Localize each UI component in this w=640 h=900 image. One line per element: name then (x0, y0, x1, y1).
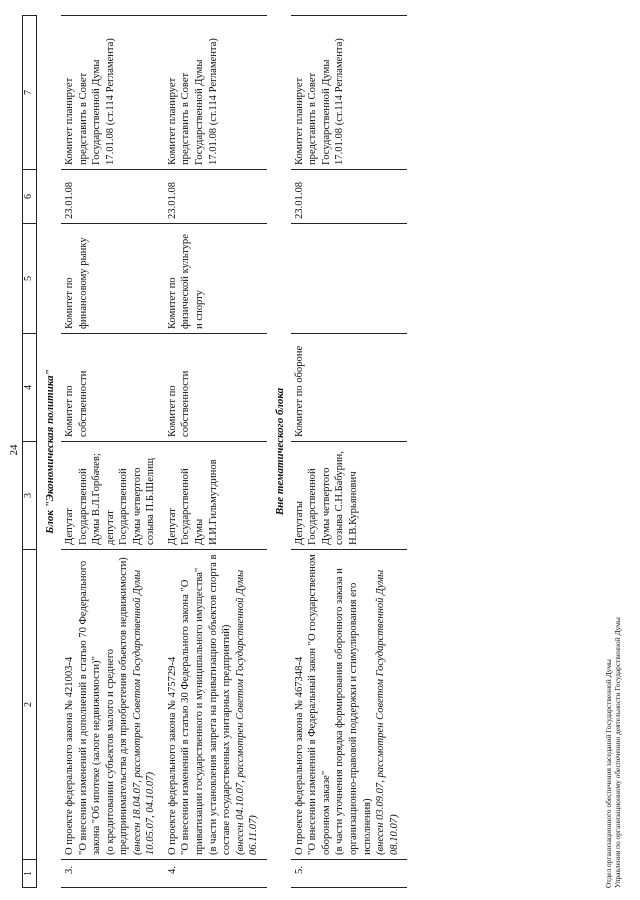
column-number: 4 (23, 334, 37, 442)
plan-note: Комитет планирует представить в Совет Государственной Думы 17.01.08 (ст.114 Регламента) (164, 16, 267, 170)
bill-authors: Депутаты Государственной Думы четвертого созыва С.Н.Бабурин, Н.В.Курьянович (291, 442, 407, 550)
bill-detail: (в части уточнения порядка формирования оборонного заказа и организационно-правовой поддержки и стимулирования его исполнения) (334, 568, 373, 855)
block-heading-outside: Вне тематического блока (273, 387, 286, 516)
table-row (291, 16, 407, 888)
bill-description (164, 550, 267, 860)
row-number: 3. (61, 860, 164, 888)
review-date: 23.01.08 (164, 170, 267, 224)
column-number: 7 (23, 16, 37, 170)
responsible-committee: Комитет по собственности (164, 334, 267, 442)
page-number: 24 (8, 444, 20, 456)
co-executor-committee (291, 224, 407, 334)
bill-title: О проекте федерального закона № 421003-4 (64, 656, 76, 855)
column-number: 5 (23, 224, 37, 334)
bill-authors: Депутат Государственной Думы И.И.Гильмутдинов (164, 442, 267, 550)
bill-note: (внесен 04.10.07, рассмотрен Советом Государственной Думы 06.11.07) (234, 569, 260, 855)
responsible-committee: Комитет по собственности (61, 334, 164, 442)
bill-detail: (о кредитовании субъектов малого и среднего предпринимательства для приобретения объектов недвижимости) (104, 557, 130, 855)
footer-line: Отдел организационного обеспечения заседаний Государственной Думы (604, 659, 613, 888)
bill-subject: "О внесении изменений в Федеральный закон "О государственном оборонном заказе" (307, 554, 332, 855)
responsible-committee: Комитет по обороне (291, 334, 407, 442)
co-executor-committee: Комитет по физической культуре и спорту (164, 224, 267, 334)
plan-note: Комитет планирует представить в Совет Государственной Думы 17.01.08 (ст.114 Регламента) (61, 16, 164, 170)
review-date: 23.01.08 (61, 170, 164, 224)
review-date: 23.01.08 (291, 170, 407, 224)
bills-table (22, 15, 407, 888)
bill-note: (внесен 03.09.07, рассмотрен Советом Государственной Думы 08.10.07) (375, 569, 400, 855)
footer (604, 617, 623, 888)
table-row (164, 16, 267, 888)
column-number: 2 (23, 550, 37, 860)
bill-note: (внесен 18.04.07, рассмотрен Советом Государственной Думы 10.05.07, 04.10.07) (131, 569, 157, 855)
column-number-row (23, 16, 37, 888)
column-number: 3 (23, 442, 37, 550)
bill-detail: (в части установления запрета на приватизацию объектов спорта в составе государственных унитарных предприятий) (207, 554, 233, 855)
bill-title: О проекте федерального закона № 475729-4 (166, 656, 178, 855)
plan-note: Комитет планирует представить в Совет Государственной Думы 17.01.08 (ст.114 Регламента) (291, 16, 407, 170)
block-heading-economic: Блок "Экономическая политика" (44, 369, 56, 534)
footer-line: Управления по организационному обеспечению деятельности Государственной Думы (613, 617, 623, 888)
co-executor-committee: Комитет по финансовому рынку (61, 224, 164, 334)
table-row (61, 16, 164, 888)
row-number: 5. (291, 860, 407, 888)
column-number: 1 (23, 860, 37, 888)
bill-description (291, 550, 407, 860)
column-number: 6 (23, 170, 37, 224)
bill-subject: "О внесении изменений в статью 30 Федерального закона "О приватизации государственного и муниципального имущества" (180, 567, 205, 855)
bill-title: О проекте федерального закона № 467348-4 (293, 656, 305, 855)
bill-subject: "О внесении изменений и дополнений в статью 70 Федерального закона "Об ипотеке (залоге недвижимости)" (77, 560, 103, 855)
row-number: 4. (164, 860, 267, 888)
bill-description (61, 550, 164, 860)
bill-authors: Депутат Государственной Думы В.Л.Горбачев; депутат Государственной Думы четвертого созыва П.Б.Шелищ (61, 442, 164, 550)
